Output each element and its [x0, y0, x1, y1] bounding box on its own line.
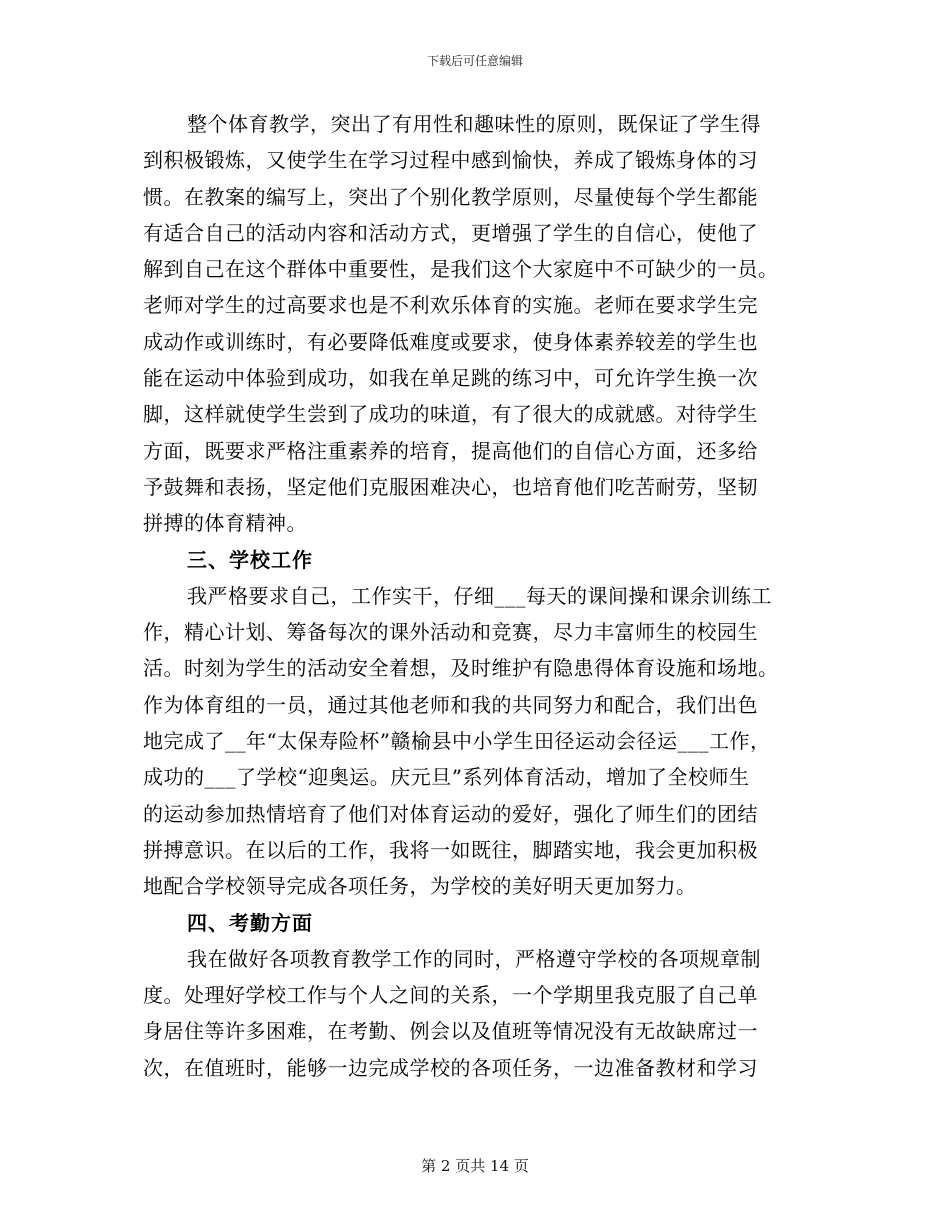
- paragraph-line: 脚，这样就使学生尝到了成功的味道，有了很大的成就感。对待学生: [143, 402, 758, 427]
- paragraph-line: 能在运动中体验到成功，如我在单足跳的练习中，可允许学生换一次: [143, 366, 758, 391]
- document-body: [143, 106, 813, 1086]
- paragraph-line: 作，精心计划、筹备每次的课外活动和竞赛，尽力丰富师生的校园生: [143, 620, 758, 645]
- paragraph-line: 我严格要求自己，工作实干，仔细___每天的课间操和课余训练工: [187, 583, 772, 608]
- paragraph-line: 次，在值班时，能够一边完成学校的各项任务，一边准备教材和学习: [143, 1055, 758, 1080]
- paragraph-line: 作为体育组的一员，通过其他老师和我的共同努力和配合，我们出色: [143, 692, 758, 717]
- paragraph-line: 方面，既要求严格注重素养的培育，提高他们的自信心方面，还多给: [143, 438, 758, 463]
- paragraph-line: 地配合学校领导完成各项任务，为学校的美好明天更加努力。: [143, 874, 697, 899]
- paragraph-line: 成动作或训练时，有必要降低难度或要求，使身体素养较差的学生也: [143, 329, 758, 354]
- page-number-footer: 第 2 页共 14 页: [421, 1157, 529, 1175]
- paragraph-line: 整个体育教学，突出了有用性和趣味性的原则，既保证了学生得: [187, 112, 761, 136]
- paragraph-line: 身居住等许多困难，在考勤、例会以及值班等情况没有无故缺席过一: [143, 1019, 758, 1044]
- paragraph-line: 度。处理好学校工作与个人之间的关系，一个学期里我克服了自己单: [143, 983, 758, 1008]
- section-heading-attendance: 四、考勤方面: [187, 910, 313, 935]
- paragraph-line: 惯。在教案的编写上，突出了个别化教学原则，尽量使每个学生都能: [143, 184, 758, 209]
- paragraph-line: 老师对学生的过高要求也是不利欢乐体育的实施。老师在要求学生完: [143, 293, 758, 318]
- paragraph-line: 予鼓舞和表扬，坚定他们克服困难决心，也培育他们吃苦耐劳，坚韧: [143, 474, 758, 499]
- paragraph-line: 地完成了__年“太保寿险杯”赣榆县中小学生田径运动会径运___工作，: [143, 729, 771, 754]
- paragraph-line: 有适合自己的活动内容和活动方式，更增强了学生的自信心，使他了: [143, 220, 758, 245]
- paragraph-line: 到积极锻炼，又使学生在学习过程中感到愉快，养成了锻炼身体的习: [143, 148, 758, 173]
- paragraph-line: 我在做好各项教育教学工作的同时，严格遵守学校的各项规章制: [187, 946, 761, 971]
- paragraph-line: 拼搏意识。在以后的工作，我将一如既往，脚踏实地，我会更加积极: [143, 837, 758, 862]
- paragraph-line: 成功的___了学校“迎奥运。庆元旦”系列体育活动，增加了全校师生: [143, 765, 750, 790]
- paragraph-line: 拼搏的体育精神。: [143, 511, 307, 536]
- section-heading-school-work: 三、学校工作: [187, 547, 313, 572]
- paragraph-line: 的运动参加热情培育了他们对体育运动的爱好，强化了师生们的团结: [143, 801, 758, 826]
- paragraph-line: 活。时刻为学生的活动安全着想，及时维护有隐患得体育设施和场地。: [143, 656, 779, 681]
- paragraph-line: 解到自己在这个群体中重要性，是我们这个大家庭中不可缺少的一员。: [143, 257, 779, 282]
- page-header: 下载后可任意编辑: [426, 54, 523, 68]
